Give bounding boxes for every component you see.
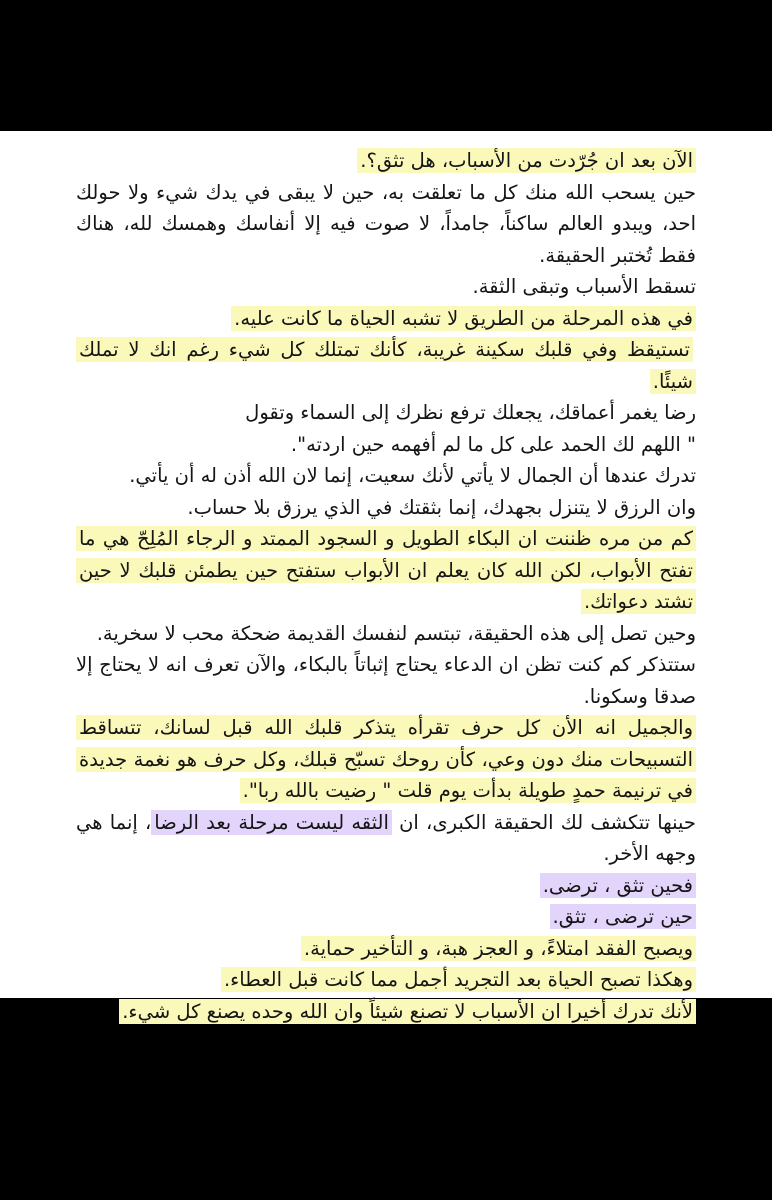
paragraph-5 [76, 334, 696, 397]
paragraph-7: " اللهم لك الحمد على كل ما لم أفهمه حين اردته". [290, 432, 696, 456]
paragraph-13 [76, 712, 696, 807]
document-page [0, 131, 772, 1023]
paragraph-3: تسقط الأسباب وتبقى الثقة. [472, 275, 696, 298]
paragraph-6: رضا يغمر أعماقك، يجعلك ترفع نظرك إلى السماء وتقول [245, 401, 696, 424]
paragraph-11: وحين تصل إلى هذه الحقيقة، تبتسم لنفسك القديمة ضحكة محب لا سخرية. [96, 621, 696, 645]
paragraph-17 [76, 933, 696, 965]
paragraph-14 [76, 807, 696, 870]
highlighted-text: الآن بعد ان جُرّدت من الأسباب، هل تثق؟. [357, 148, 696, 173]
highlighted-text: كم من مره ظننت ان البكاء الطويل و السجود الممتد و الرجاء المُلِحّ هي ما تفتح الأبواب، لكن الله كان يعلم ان الأبواب ستفتح حين يطمئن قلبك لا حين تشتد دعواتك. [76, 526, 696, 614]
highlighted-text: حين ترضى ، تثق. [550, 904, 696, 929]
paragraph-9: وان الرزق لا يتنزل بجهدك، إنما بثقتك في الذي يرزق بلا حساب. [187, 495, 696, 519]
document-text [0, 131, 772, 1027]
paragraph-15 [76, 870, 696, 902]
highlighted-text: لأنك تدرك أخيرا ان الأسباب لا تصنع شيئاً وان الله وحده يصنع كل شيء. [119, 999, 696, 1024]
highlighted-text: فحين تثق ، ترضى. [540, 873, 696, 898]
highlighted-text: ويصبح الفقد امتلاءً، و العجز هبة، و التأخير حماية. [301, 936, 696, 961]
highlighted-text: وهكذا تصبح الحياة بعد التجريد أجمل مما كانت قبل العطاء. [221, 967, 696, 992]
highlighted-text: تستيقظ وفي قلبك سكينة غريبة، كأنك تمتلك كل شيء رغم انك لا تملك شيئًا. [76, 337, 696, 394]
paragraph-18 [76, 964, 696, 996]
highlighted-text: الثقه ليست مرحلة بعد الرضا [151, 810, 392, 835]
paragraph-10 [76, 523, 696, 618]
paragraph-12: ستتذكر كم كنت تظن ان الدعاء يحتاج إثباتاً بالبكاء، والآن تعرف انه لا يحتاج إلا صدقا وسكونا. [76, 653, 696, 708]
paragraph-19 [76, 996, 696, 1028]
highlighted-text: في هذه المرحلة من الطريق لا تشبه الحياة ما كانت عليه. [231, 306, 696, 331]
highlighted-text: والجميل انه الأن كل حرف تقرأه يتذكر قلبك الله قبل لسانك، تتساقط التسبيحات منك دون وعي، كأن روحك تسبّح قبلك، وكل حرف هو نغمة جديدة في ترنيمة حمدٍ طويلة بدأت يوم قلت " رضيت بالله ربا". [76, 715, 696, 803]
paragraph-4 [76, 303, 696, 335]
plain-text: ، إنما هي وجهه الأخر. [76, 810, 696, 865]
paragraph-16 [76, 901, 696, 933]
paragraph-1 [76, 145, 696, 177]
plain-text: حينها تتكشف لك الحقيقة الكبرى، ان [391, 810, 696, 834]
paragraph-2: حين يسحب الله منك كل ما تعلقت به، حين لا يبقى في يدك شيء ولا حولك احد، ويبدو العالم ساكناً، جامداً، لا صوت فيه إلا أنفاسك وهمسك لله، هناك فقط تُختبر الحقيقة. [76, 180, 696, 267]
paragraph-8: تدرك عندها أن الجمال لا يأتي لأنك سعيت، إنما لان الله أذن له أن يأتي. [129, 464, 696, 487]
